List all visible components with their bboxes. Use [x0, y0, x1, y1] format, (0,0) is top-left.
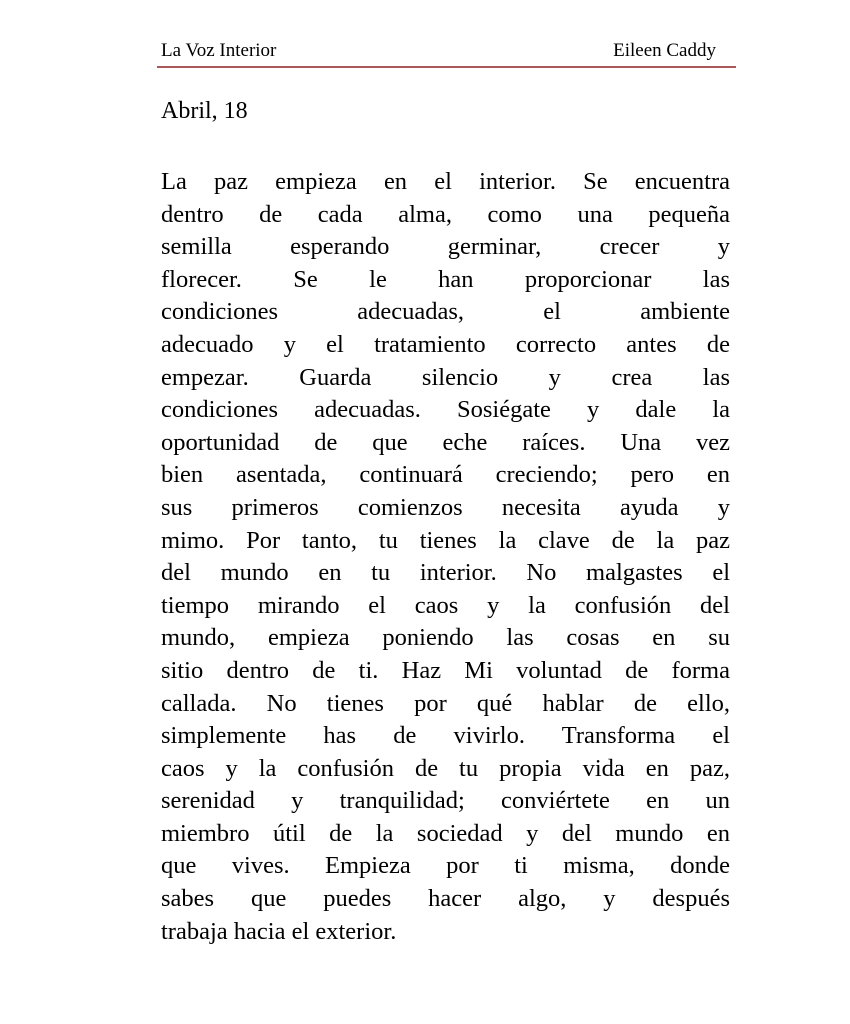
- text-line: sus primeros comienzos necesita ayuda y: [161, 493, 730, 521]
- page-header: [157, 38, 736, 68]
- text-line: empezar. Guarda silencio y crea las: [161, 363, 730, 391]
- text-line: adecuado y el tratamiento correcto antes de: [161, 330, 730, 358]
- text-line: oportunidad de que eche raíces. Una vez: [161, 428, 730, 456]
- text-line: tiempo mirando el caos y la confusión del: [161, 591, 730, 619]
- header-rule: [157, 66, 736, 68]
- book-title: La Voz Interior: [161, 40, 277, 61]
- text-line: callada. No tienes por qué hablar de ello,: [161, 689, 730, 717]
- text-line: sitio dentro de ti. Haz Mi voluntad de forma: [161, 656, 730, 684]
- text-line: La paz empieza en el interior. Se encuentra: [161, 168, 730, 195]
- text-line: condiciones adecuadas. Sosiégate y dale la: [161, 396, 730, 424]
- text-line: sabes que puedes hacer algo, y después: [161, 885, 730, 913]
- body-text: [161, 166, 730, 948]
- text-line: que vives. Empieza por ti misma, donde: [161, 852, 730, 880]
- entry-date: Abril, 18: [161, 98, 248, 124]
- text-line: florecer. Se le han proporcionar las: [161, 265, 730, 293]
- text-line: simplemente has de vivirlo. Transforma el: [161, 722, 730, 750]
- text-line: miembro útil de la sociedad y del mundo en: [161, 819, 730, 847]
- text-line: mundo, empieza poniendo las cosas en su: [161, 624, 730, 652]
- text-line: condiciones adecuadas, el ambiente: [161, 298, 730, 326]
- text-line: bien asentada, continuará creciendo; pero en: [161, 461, 730, 489]
- text-line: semilla esperando germinar, crecer y: [161, 233, 730, 261]
- text-line: caos y la confusión de tu propia vida en paz,: [161, 754, 730, 782]
- text-line: mimo. Por tanto, tu tienes la clave de la paz: [161, 526, 730, 554]
- text-line: trabaja hacia el exterior.: [161, 917, 397, 945]
- text-line: serenidad y tranquilidad; conviértete en un: [161, 787, 730, 815]
- author-name: Eileen Caddy: [613, 40, 716, 61]
- text-line: del mundo en tu interior. No malgastes el: [161, 559, 730, 587]
- text-line: dentro de cada alma, como una pequeña: [161, 200, 730, 228]
